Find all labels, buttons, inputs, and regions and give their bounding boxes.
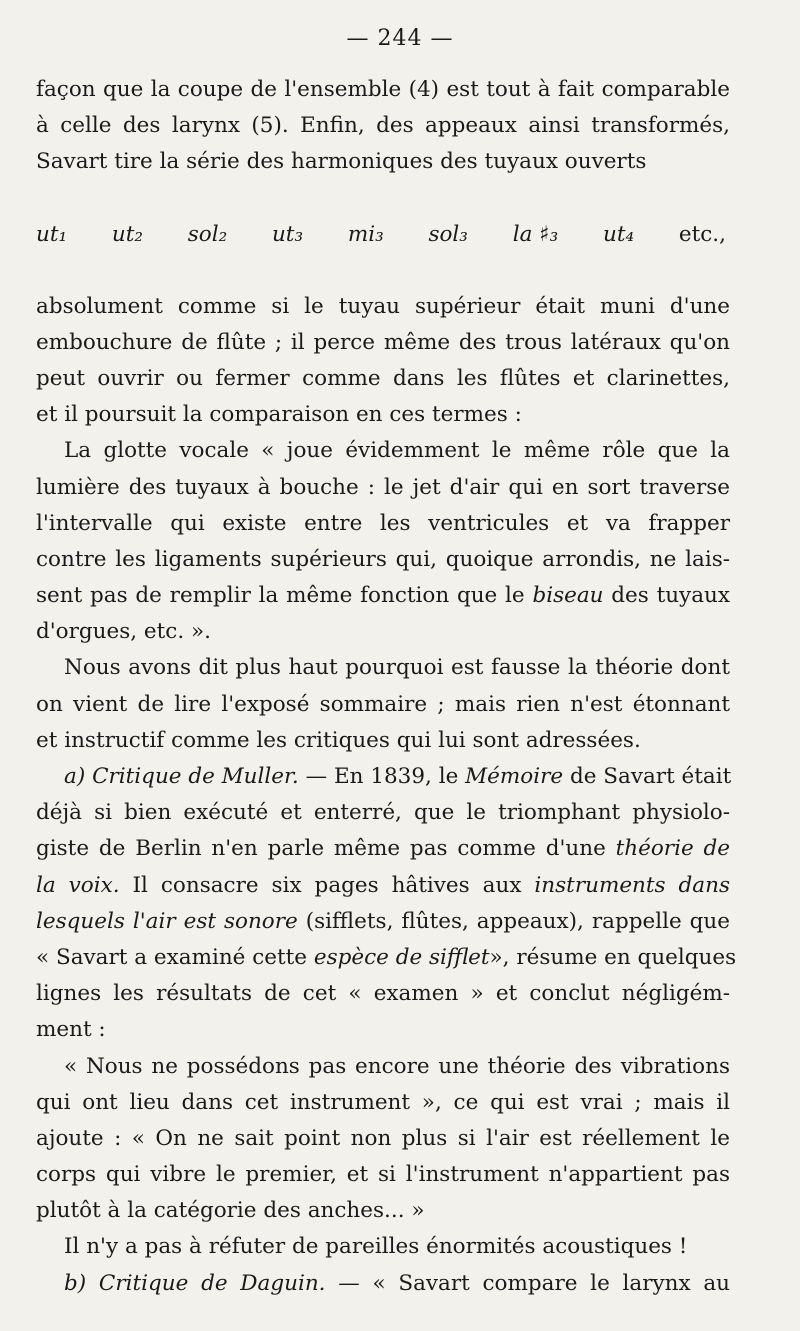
text-line bbox=[36, 831, 730, 867]
italic-run: Critique de Muller. bbox=[92, 764, 299, 789]
text-line: à celle des larynx (5). Enfin, des appeaux ainsi transformés, bbox=[36, 113, 730, 139]
text-line: « Nous ne possédons pas encore une théorie des vibrations bbox=[64, 1053, 730, 1079]
italic-run: théorie de bbox=[615, 836, 730, 862]
text-line: absolument comme si le tuyau supérieur était muni d'une bbox=[36, 293, 730, 319]
text-line bbox=[36, 868, 730, 904]
text-line: et instructif comme les critiques qui lui sont adressées. bbox=[36, 727, 641, 753]
text-line: on vient de lire l'exposé sommaire ; mais rien n'est étonnant bbox=[36, 691, 730, 717]
note: ut₃ bbox=[271, 221, 304, 247]
text-line: ajoute : « On ne sait point non plus si l'air est réellement le bbox=[36, 1125, 730, 1151]
italic-run: instruments dans bbox=[534, 872, 730, 898]
page-number: — 244 — bbox=[346, 26, 454, 51]
text-line: corps qui vibre le premier, et si l'instrument n'appartient pas bbox=[36, 1162, 730, 1188]
note: sol₃ bbox=[428, 221, 468, 247]
notes-suffix: etc., bbox=[678, 221, 726, 247]
text-run: Il consacre six pages hâtives aux bbox=[132, 872, 522, 898]
text-line bbox=[36, 904, 730, 940]
text-line: La glotte vocale « joue évidemment le même rôle que la bbox=[64, 438, 730, 464]
text-run: giste de Berlin n'en parle même pas comme d'une bbox=[36, 836, 606, 862]
text-run: des tuyaux bbox=[611, 583, 730, 609]
text-line: façon que la coupe de l'ensemble (4) est tout à fait comparable bbox=[36, 77, 730, 102]
text-line bbox=[36, 1266, 730, 1302]
text-line bbox=[36, 759, 730, 795]
harmonic-series bbox=[36, 217, 730, 253]
text-line: déjà si bien exécuté et enterré, que le triomphant physiolo- bbox=[36, 800, 730, 826]
note: ut₂ bbox=[111, 221, 143, 247]
text-run: », résume en quelques bbox=[489, 944, 737, 970]
italic-run: b) bbox=[64, 1270, 87, 1296]
note: ut₁ bbox=[36, 221, 68, 247]
text-run: (sifflets, flûtes, appeaux), rappelle que bbox=[305, 908, 730, 934]
italic-run: espèce de sifflet bbox=[313, 944, 490, 970]
text-line: embouchure de flûte ; il perce même des trous latéraux qu'on bbox=[36, 329, 730, 355]
note: mi₃ bbox=[347, 221, 384, 247]
note: la ♯₃ bbox=[512, 221, 559, 247]
note: ut₄ bbox=[603, 221, 635, 247]
text-line: et il poursuit la comparaison en ces termes : bbox=[36, 402, 522, 428]
text-run: de Savart était bbox=[569, 764, 732, 789]
spacer bbox=[36, 253, 730, 289]
text-line: contre les ligaments supérieurs qui, quoique arrondis, ne lais- bbox=[36, 546, 730, 572]
text-run: sent pas de remplir la même fonction que le bbox=[36, 583, 525, 609]
text-line: Savart tire la série des harmoniques des tuyaux ouverts bbox=[36, 149, 647, 175]
note: sol₂ bbox=[187, 221, 228, 247]
spacer bbox=[36, 181, 730, 217]
text-line: qui ont lieu dans cet instrument », ce qui est vrai ; mais il bbox=[36, 1089, 730, 1115]
text-line: lumière des tuyaux à bouche : le jet d'air qui en sort traverse bbox=[36, 474, 730, 500]
italic-run: Mémoire bbox=[465, 764, 564, 789]
text-line bbox=[36, 940, 737, 976]
text-line: l'intervalle qui existe entre les ventricules et va frapper bbox=[36, 510, 730, 536]
body-text bbox=[36, 72, 737, 1302]
italic-run: Critique de Daguin. bbox=[98, 1270, 326, 1296]
text-line: ment : bbox=[36, 1017, 106, 1043]
italic-run: biseau bbox=[532, 583, 604, 609]
text-run: — En 1839, le bbox=[305, 764, 459, 789]
text-line: lignes les résultats de cet « examen » et conclut négligém- bbox=[36, 981, 730, 1007]
text-run: — « Savart compare le larynx au bbox=[338, 1270, 730, 1296]
text-line: Il n'y a pas à réfuter de pareilles énormités acoustiques ! bbox=[64, 1234, 688, 1260]
text-line: Nous avons dit plus haut pourquoi est fausse la théorie dont bbox=[64, 655, 730, 681]
italic-run: a) bbox=[64, 764, 86, 789]
text-line bbox=[36, 578, 730, 614]
text-line: plutôt à la catégorie des anches... » bbox=[36, 1198, 425, 1224]
italic-run: la voix. bbox=[36, 872, 120, 898]
text-run: « Savart a examiné cette bbox=[36, 944, 308, 970]
text-line: peut ouvrir ou fermer comme dans les flûtes et clarinettes, bbox=[36, 365, 730, 391]
italic-run: lesquels l'air est sonore bbox=[36, 908, 298, 934]
text-line: d'orgues, etc. ». bbox=[36, 619, 211, 645]
